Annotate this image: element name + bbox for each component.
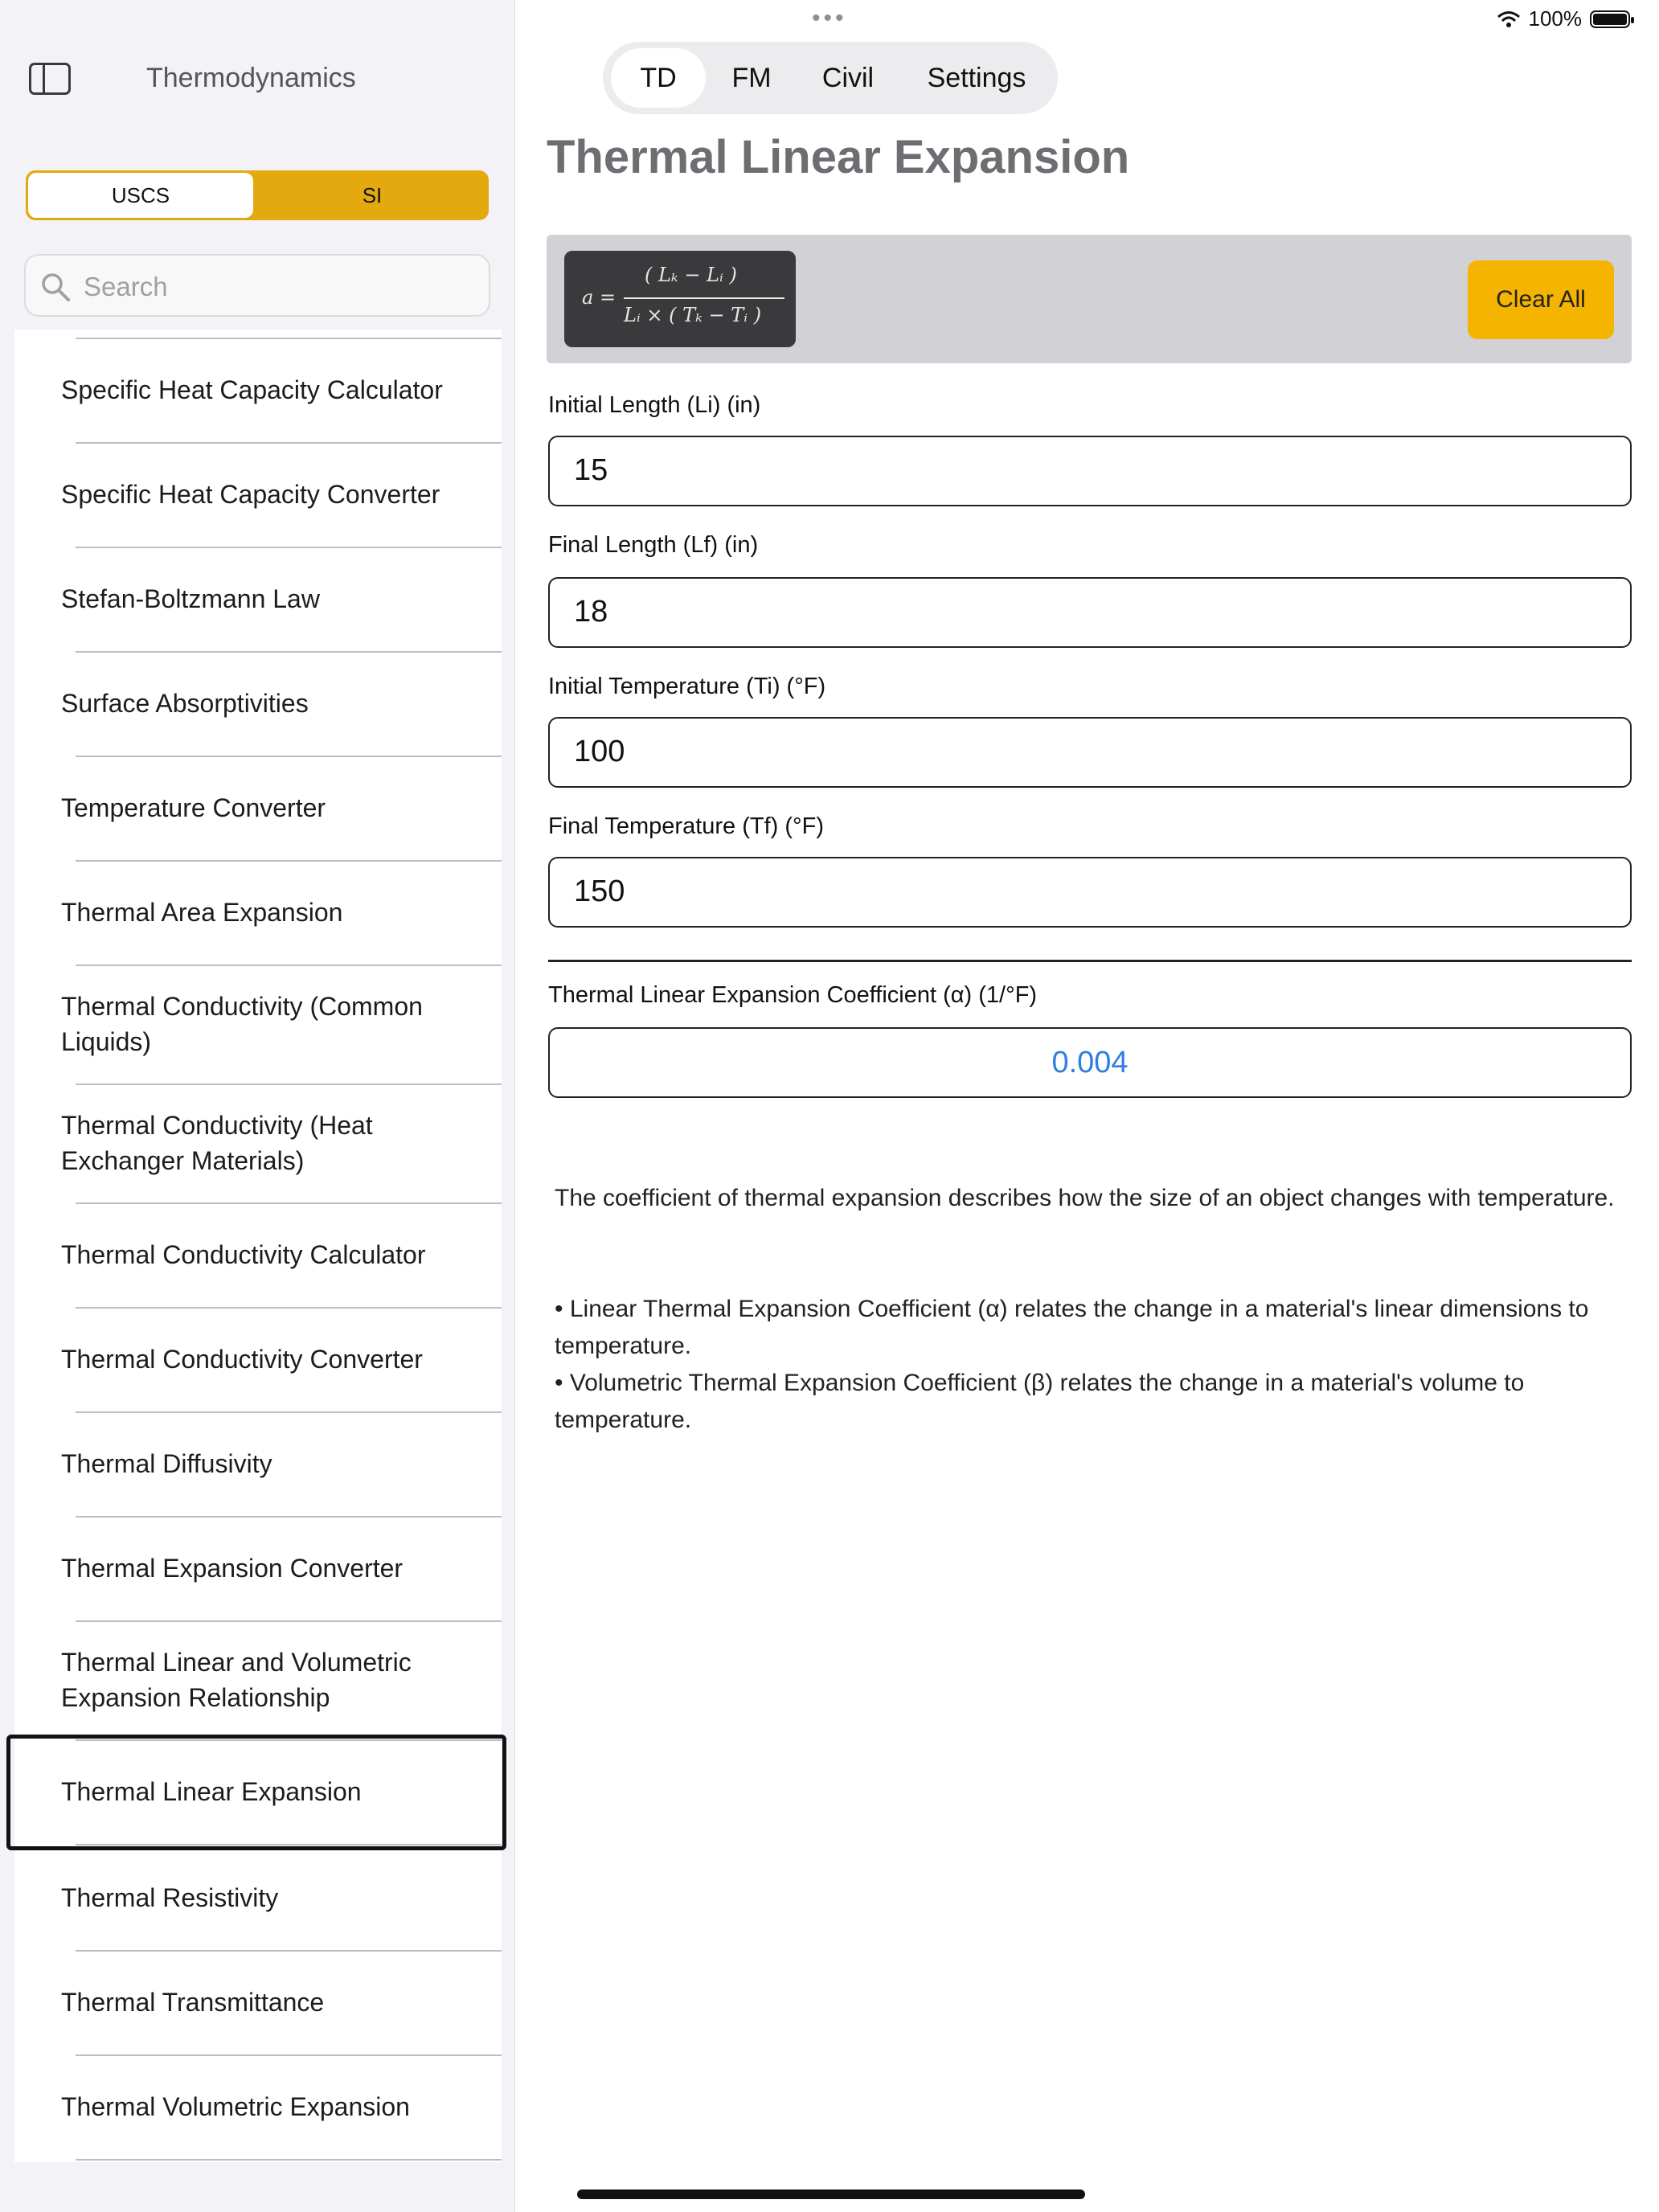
sidebar-title: Thermodynamics <box>146 63 356 93</box>
list-item[interactable]: Stefan-Boltzmann Law <box>61 584 320 613</box>
battery-percent: 100% <box>1528 6 1582 31</box>
unit-segmented-control <box>26 170 489 220</box>
result-label: Thermal Linear Expansion Coefficient (α) (1/°F) <box>548 982 1038 1008</box>
initial-length-input[interactable] <box>548 436 1632 506</box>
list-item[interactable]: Thermal Conductivity (Common Liquids) <box>61 992 423 1056</box>
page-title: Thermal Linear Expansion <box>547 131 1130 183</box>
result-divider <box>548 960 1632 962</box>
list-item[interactable]: Thermal Conductivity Calculator <box>61 1240 426 1269</box>
list-item[interactable]: Thermal Conductivity Converter <box>61 1345 423 1374</box>
description-volumetric: • Volumetric Thermal Expansion Coefficient (β) relates the change in a material's volume to temperature. <box>555 1370 1525 1433</box>
search-placeholder: Search <box>84 272 168 301</box>
tab-settings[interactable]: Settings <box>927 63 1026 93</box>
selection-highlight <box>6 1735 506 1850</box>
description-intro: The coefficient of thermal expansion describes how the size of an object changes with temperature. <box>555 1185 1615 1211</box>
list-item[interactable]: Thermal Expansion Converter <box>61 1554 403 1583</box>
final-length-label: Final Length (Lf) (in) <box>548 532 759 558</box>
wifi-icon <box>1497 10 1521 29</box>
result-output: 0.004 <box>548 1027 1632 1098</box>
list-item-selected[interactable]: Thermal Linear Expansion <box>61 1777 362 1806</box>
battery-icon <box>1590 10 1630 28</box>
list-item[interactable]: Specific Heat Capacity Converter <box>61 480 440 509</box>
unit-uscs-option[interactable]: USCS <box>28 173 253 218</box>
list-item[interactable]: Thermal Area Expansion <box>61 898 343 927</box>
top-tab-bar <box>603 42 1058 114</box>
formula-image <box>564 251 796 347</box>
sidebar <box>0 0 515 2212</box>
unit-si-option[interactable]: SI <box>362 183 383 207</box>
list-item[interactable]: Temperature Converter <box>61 793 326 822</box>
tab-td[interactable]: TD <box>611 48 706 108</box>
formula-lhs: a = <box>582 286 616 309</box>
final-length-input[interactable] <box>548 577 1632 648</box>
formula-denominator: Lᵢ × ( Tₖ − Tᵢ ) <box>624 304 762 326</box>
initial-temperature-label: Initial Temperature (Ti) (°F) <box>548 674 826 699</box>
list-item[interactable]: Surface Absorptivities <box>61 689 309 718</box>
formula-toolbar <box>547 235 1632 363</box>
search-icon <box>40 272 71 302</box>
fraction-bar <box>624 297 784 299</box>
description-linear: • Linear Thermal Expansion Coefficient (α) relates the change in a material's linear dimensions to temperature. <box>555 1296 1589 1359</box>
clear-all-button[interactable]: Clear All <box>1468 260 1614 339</box>
list-item[interactable]: Thermal Conductivity (Heat Exchanger Materials) <box>61 1111 373 1175</box>
final-length-value: 18 <box>574 595 608 629</box>
formula-numerator: ( Lₖ − Lᵢ ) <box>645 264 737 286</box>
list-item[interactable]: Thermal Diffusivity <box>61 1449 272 1478</box>
tab-civil[interactable]: Civil <box>821 63 875 93</box>
initial-temperature-value: 100 <box>574 735 625 768</box>
list-separator <box>76 2159 502 2161</box>
initial-temperature-input[interactable] <box>548 717 1632 788</box>
list-item[interactable]: Thermal Volumetric Expansion <box>61 2092 410 2121</box>
final-temperature-value: 150 <box>574 875 625 908</box>
list-item[interactable]: Specific Heat Capacity Calculator <box>61 375 443 404</box>
list-item[interactable]: Thermal Resistivity <box>61 1883 279 1912</box>
final-temperature-label: Final Temperature (Tf) (°F) <box>548 813 825 839</box>
list-item[interactable]: Thermal Linear and Volumetric Expansion Relationship <box>61 1648 412 1712</box>
multitasking-dots-icon[interactable]: ••• <box>812 5 847 31</box>
list-item[interactable]: Thermal Transmittance <box>61 1988 325 2017</box>
initial-length-value: 15 <box>574 453 608 487</box>
home-indicator[interactable] <box>577 2189 1085 2199</box>
search-input[interactable] <box>24 254 490 317</box>
tab-fm[interactable]: FM <box>731 63 772 93</box>
sidebar-toggle-icon[interactable] <box>29 63 71 95</box>
initial-length-label: Initial Length (Li) (in) <box>548 392 761 418</box>
final-temperature-input[interactable] <box>548 857 1632 928</box>
